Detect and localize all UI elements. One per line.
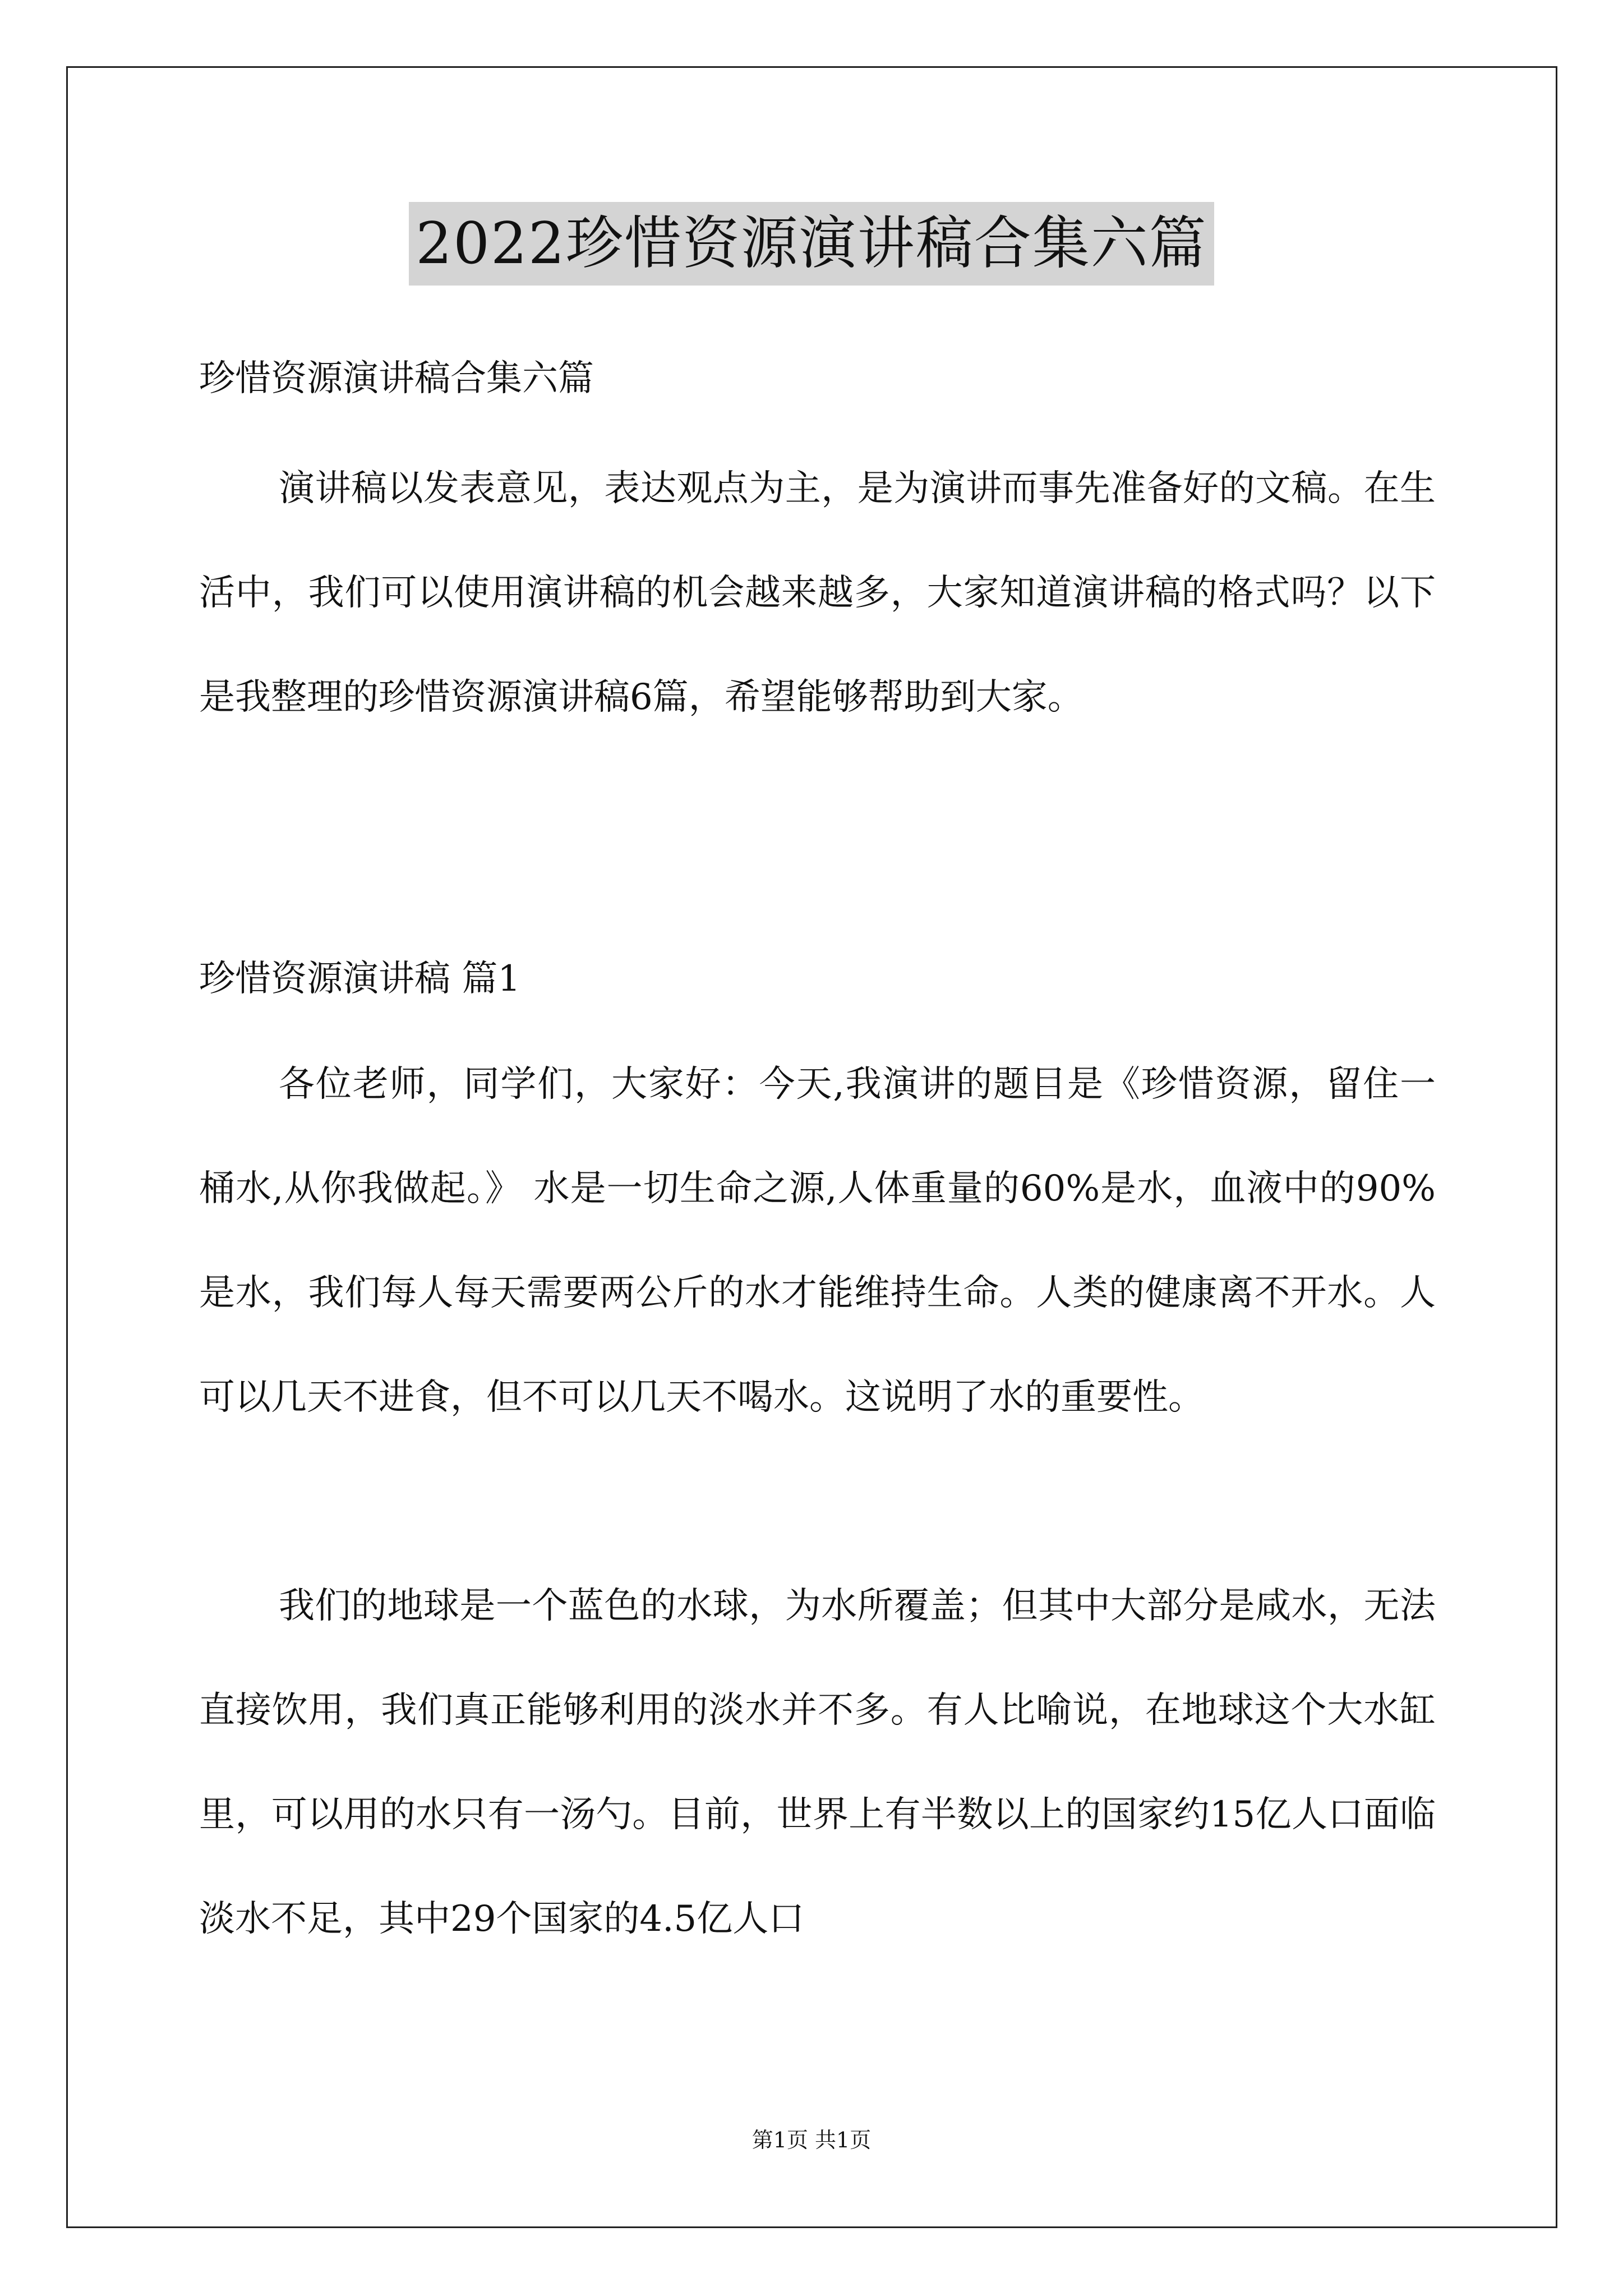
paragraph-2: 我们的地球是一个蓝色的水球，为水所覆盖；但其中大部分是咸水，无法直接饮用，我们真正能够利用的淡水并不多。有人比喻说，在地球这个大水缸里，可以用的水只有一汤勺。目前，世界上有半数以上的国家约15亿人口面临淡水不足，其中29个国家的4.5亿人口 [199, 1585, 1436, 1940]
section-heading: 珍惜资源演讲稿 篇1 [199, 958, 521, 1000]
subtitle: 珍惜资源演讲稿合集六篇 [199, 358, 594, 399]
document-title: 2022珍惜资源演讲稿合集六篇 [409, 202, 1214, 286]
title-container [0, 202, 1623, 286]
intro-paragraph: 演讲稿以发表意见，表达观点为主，是为演讲而事先准备好的文稿。在生活中，我们可以使用演讲稿的机会越来越多，大家知道演讲稿的格式吗？以下是我整理的珍惜资源演讲稿6篇，希望能够帮助到大家。 [199, 468, 1436, 718]
page-footer: 第1页 共1页 [751, 2128, 872, 2152]
paragraph-1: 各位老师，同学们，大家好：今天,我演讲的题目是《珍惜资源，留住一桶水,从你我做起。》 水是一切生命之源,人体重量的60%是水，血液中的90%是水，我们每人每天需要两公斤的水才能维持生命。人类的健康离不开水。人可以几天不进食，但不可以几天不喝水。这说明了水的重要性。 [199, 1064, 1436, 1418]
